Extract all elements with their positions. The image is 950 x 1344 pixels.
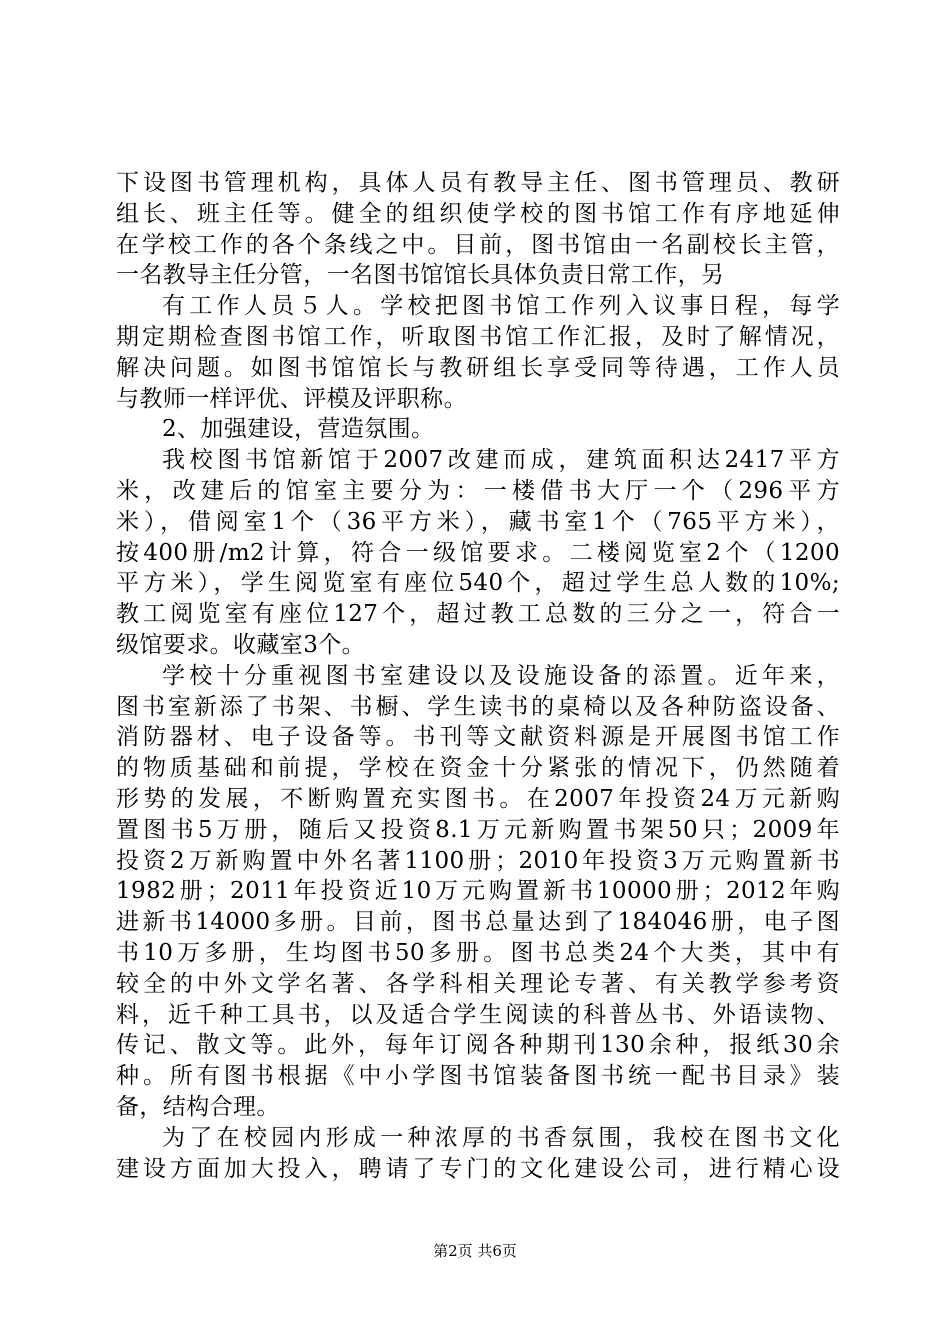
text-line: 种。所有图书根据《中小学图书馆装备图书统一配书目录》装: [116, 1063, 840, 1090]
text-line: 置图书5万册，随后又投资8.1万元新购置书架50只；2009年: [116, 816, 840, 843]
text-line: 消防器材、电子设备等。书刊等文献资料源是开展图书馆工作: [116, 724, 840, 751]
text-line: 投资2万新购置中外名著1100册；2010年投资3万元购置新书: [116, 847, 840, 874]
text-line: 料，近千种工具书，以及适合学生阅读的科普丛书、外语读物、: [116, 1001, 840, 1028]
text-line: 书10万多册，生均图书50多册。图书总类24个大类，其中有: [116, 939, 840, 966]
text-line: 为了在校园内形成一种浓厚的书香氛围，我校在图书文化: [162, 1124, 840, 1151]
text-line: 教工阅览室有座位127个，超过教工总数的三分之一，符合一: [116, 601, 840, 628]
document-body: [116, 168, 840, 1184]
text-line: 解决问题。如图书馆馆长与教研组长享受同等待遇，工作人员: [116, 354, 840, 381]
text-line: 形势的发展，不断购置充实图书。在2007年投资24万元新购: [116, 785, 840, 812]
text-line: 米，改建后的馆室主要分为：一楼借书大厅一个（296平方: [116, 477, 840, 504]
text-line: 期定期检查图书馆工作，听取图书馆工作汇报，及时了解情况，: [116, 323, 840, 350]
text-line: 图书室新添了书架、书橱、学生读书的桌椅以及各种防盗设备、: [116, 693, 840, 720]
text-line: 2、加强建设，营造氛围。: [162, 416, 435, 443]
page-footer: [0, 1241, 950, 1261]
page-number-label: 第2页 共6页: [433, 1242, 517, 1260]
text-line: 较全的中外文学名著、各学科相关理论专著、有关教学参考资: [116, 970, 840, 997]
text-line: 米），借阅室1个（36平方米），藏书室1个（765平方米），: [116, 508, 840, 535]
text-line: 建设方面加大投入，聘请了专门的文化建设公司，进行精心设: [116, 1155, 840, 1182]
text-line: 一名教导主任分管，一名图书馆馆长具体负责日常工作，另: [116, 262, 725, 289]
text-line: 1982册；2011年投资近10万元购置新书10000册；2012年购: [116, 878, 840, 905]
text-line: 平方米），学生阅览室有座位540个，超过学生总人数的10%;: [116, 570, 840, 597]
text-line: 按400册/m2计算，符合一级馆要求。二楼阅览室2个（1200: [116, 539, 840, 566]
text-line: 传记、散文等。此外，每年订阅各种期刊130余种，报纸30余: [116, 1032, 840, 1059]
text-line: 有工作人员５人。学校把图书馆工作列入议事日程，每学: [162, 293, 840, 320]
text-line: 的物质基础和前提，学校在资金十分紧张的情况下，仍然随着: [116, 755, 840, 782]
text-line: 组长、班主任等。健全的组织使学校的图书馆工作有序地延伸: [116, 200, 840, 227]
text-line: 与教师一样评优、评模及评职称。: [116, 385, 467, 412]
text-line: 我校图书馆新馆于2007改建而成，建筑面积达2417平方: [162, 447, 840, 474]
text-line: 在学校工作的各个条线之中。目前，图书馆由一名副校长主管，: [116, 231, 840, 258]
text-line: 学校十分重视图书室建设以及设施设备的添置。近年来，: [162, 662, 840, 689]
text-line: 进新书14000多册。目前，图书总量达到了184046册，电子图: [116, 909, 840, 936]
text-line: 备，结构合理。: [116, 1093, 280, 1120]
text-line: 下设图书管理机构，具体人员有教导主任、图书管理员、教研: [116, 170, 840, 196]
text-line: 级馆要求。收藏室3个。: [116, 631, 366, 658]
